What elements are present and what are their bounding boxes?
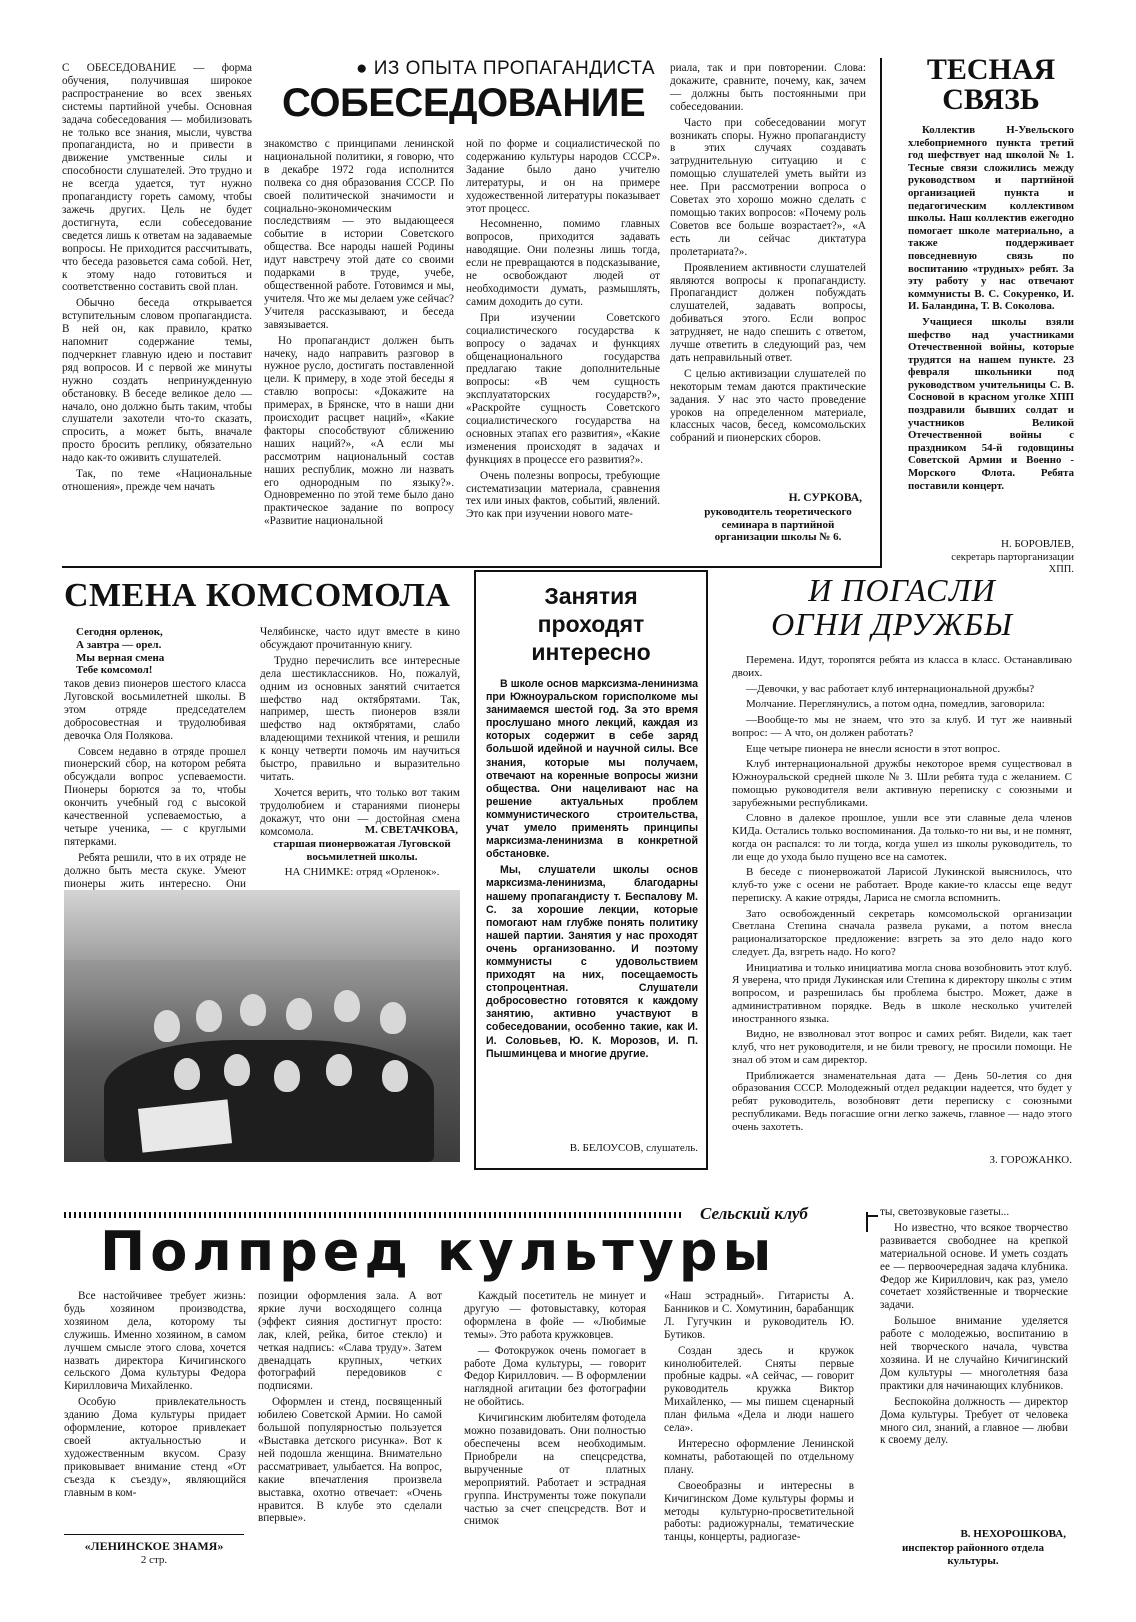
photo-face-5 <box>334 990 360 1022</box>
article3-signature: М. СВЕТАЧКОВА, <box>364 824 458 836</box>
article3-role: старшая пионервожатая Луговской восьмилетней школы. <box>273 838 451 863</box>
article-zanyatiya <box>474 570 708 1170</box>
article1-col3-p1: ной по форме и социалистической по содержанию культуры народов СССР». Задание было дано учителю литературы, и он на примере художественной литературы показывает этот процесс. <box>466 138 660 215</box>
article5-p1: Перемена. Идут, торопятся ребята из класса в класс. Останавливаю двоих. <box>732 654 1072 679</box>
article6-col2-p2: Оформлен и стенд, посвященный юбилею Советской Армии. Но самой большой популярностью пользуется «Выставка детского рисунка». Вот к ней подошла женщина. Внимательно рассматривает, улыбается. На вопрос, какие впечатления произвела выставка, охотно отвечает: «Очень нравится. В клубе это сделали впервые». <box>258 1396 442 1525</box>
article4-title-line1: Занятия <box>544 583 638 609</box>
article5-p5: Еще четыре пионера не внесли ясности в этот вопрос. <box>746 742 1001 755</box>
article-sobesedovanie <box>0 0 880 570</box>
article5-p11: Видно, не взволновал этот вопрос и самих ребят. Видели, как тает клуб, что нет руководителя, и не били тревогу, не просили помощи. Не знал об этом и сам директор. <box>732 1028 1072 1066</box>
photo-wall-light <box>64 890 460 960</box>
article6-col5 <box>880 1206 1068 1522</box>
photo-face-4 <box>286 998 312 1030</box>
article6-col2 <box>258 1290 442 1576</box>
article1-title: СОБЕСЕДОВАНИЕ <box>282 81 646 125</box>
article5-p3: Молчание. Переглянулись, а потом одна, помедлив, заговорила: <box>746 698 1045 711</box>
divider-article6-right <box>866 1212 868 1232</box>
article3-verse-line2: А завтра — орел. <box>76 638 162 651</box>
article5-body <box>732 654 1072 1150</box>
article6-col1-p2: Особую привлекательность зданию Дома культуры придает оформление, которое привлекает своей актуальностью и художественным вкусом. Сразу приковывает внимание стенд «От съезда к съезду», являющийся главным в ком- <box>64 1396 246 1499</box>
article6-col4-p3: Интересно оформление Ленинской комнаты, работающей по отдельному плану. <box>664 1437 854 1476</box>
article1-col1-p3: Так, по теме «Национальные отношения», прежде чем начать <box>62 468 252 493</box>
photo-face-7 <box>174 1058 200 1090</box>
article1-signature: Н. СУРКОВА, <box>788 492 862 504</box>
article6-col4-p4: Своеобразны и интересны в Кичигинском Доме культуры формы и методы культурно-просветительной работы: радиожурналы, тематические танцы, концерты, радиогазе- <box>664 1479 854 1544</box>
footer-paper-name: «ЛЕНИНСКОЕ ЗНАМЯ» <box>84 1539 224 1553</box>
article4-title-line3: интересно <box>531 639 651 665</box>
photo-face-11 <box>382 1060 408 1092</box>
article5-p6: Клуб интернациональной дружбы некоторое время существовал в Южноуральской средней школе № 3. Шли ребята туда с желанием. С помощью руководителя вели активную переписку с союзными и зарубежными республиками. <box>732 758 1072 809</box>
article6-col5-p4: Беспокойна должность — директор Дома культуры. Требует от человека много сил, знаний, а главное — любви к своему делу. <box>880 1395 1068 1447</box>
photo-face-2 <box>196 1000 222 1032</box>
article1-col3-p2: Несомненно, помимо главных вопросов, приходится задавать наводящие. Они полезны лишь тогда, если не превращаются в подсказывание, не освобождают людей от необходимости думать, размышлять, самим доходить до сути. <box>466 218 660 308</box>
article4-p2: Мы, слушатели школы основ марксизма-ленинизма, благодарны нашему пропагандисту т. Беспалову М. С. за хорошие лекции, которые помогают нам глубже понять политику нашей партии. Занятия у нас проходят очень организованно. И поэтому коммунисты с удовольствием приходят на них, посещаемость стопроцентная. Слушатели добросовестно готовятся к каждому занятию, активно участвуют в собеседовании, особенно такие, как И. И. Соловьев, Ю. К. Морозов, И. П. Пышминцева и многие другие. <box>486 864 698 1060</box>
article3-col1-p2: Совсем недавно в отряде прошел пионерский сбор, на котором ребята обсуждали вопрос успеваемости. Пионеры борются за то, чтобы окончить учебный год с высокой качественной успеваемостью, а четыре ученика, — с круглыми пятерками. <box>64 745 246 848</box>
article6-col1-p1: Все настойчивее требует жизнь: будь хозяином производства, хозяином дела, которому ты служишь. Именно хозяином, в самом лучшем смысле этого слова, хочется назвать директора Кичигинского сельского Дома культуры Федора Кирилловича Михайленко. <box>64 1290 246 1393</box>
article2-signature: Н. БОРОВЛЕВ, <box>1000 538 1074 550</box>
article4-title-line2: проходят <box>537 611 645 637</box>
photo-face-9 <box>274 1060 300 1092</box>
article1-col4-p4: С целью активизации слушателей по некоторым темам даются практические задания. У нас это часто проведение уроков на определенном материале, классных часов, бесед, комсомольских собраний и пионерских сборов. <box>670 367 866 445</box>
photo-face-8 <box>224 1054 250 1086</box>
article4-body <box>486 678 698 1124</box>
article-pogasli-ogni <box>712 570 1092 1190</box>
article1-col4 <box>670 62 866 490</box>
article5-title-line1: И ПОГАСЛИ <box>808 572 996 608</box>
article3-col1-p1: таков девиз пионеров шестого класса Луговской восьмилетней школы. В этом отряде председателем добросовестная и трудолюбивая девочка Оля Полякова. <box>64 678 246 742</box>
article1-col1-p2: Обычно беседа открывается вступительным словом пропагандиста. В ней он, как правило, кратко напомнит содержание темы, подчеркнет главную идею и поставит ряд вопросов. И с первой же минуты нужно создать непринужденную обстановку. В беседе великое дело — начало, оно должно быть таким, чтобы слушатели захотели что-то сказать, спросить, а может быть, вначале просто бросить реплику, обязательно надо как-то оживить слушателей. <box>62 297 252 465</box>
article3-verse <box>76 626 256 677</box>
article1-role: руководитель теоретического семинара в партийной организации школы № 6. <box>704 506 852 543</box>
article3-col1 <box>64 678 246 890</box>
article1-col1 <box>62 62 252 562</box>
article3-photo <box>64 890 460 1162</box>
article6-col5-p3: Большое внимание уделяется работе с молодежью, воспитанию в ней творческого начала, чувства хозяина. И не случайно Кичигинский Дом культуры — многолетняя база практики для начинающих клубников. <box>880 1315 1068 1392</box>
article3-verse-line3: Мы верная смена <box>76 651 165 664</box>
article1-col3 <box>466 138 660 563</box>
article5-p2: —Девочки, у вас работает клуб интернациональной дружбы? <box>746 682 1035 695</box>
article4-p1: В школе основ марксизма-ленинизма при Южноуральском горисполкоме мы занимаемся шестой год. За это время прослушано много лекций, каждая из которых содержит в себе заряд большой идейной и научной силы. Все знания, которые мы получаем, отвечают на коренные вопросы жизни общества. Они нацеливают нас на решение актуальных проблем коммунистического строительства, учат умело применять принципы марксизма-ленинизма в конкретной обстановке. <box>486 678 698 861</box>
article-smena-komsomola <box>0 570 480 1190</box>
article6-col4-p1: «Наш эстрадный». Гитаристы А. Банников и С. Хомутинин, барабанщик Л. Гугучкин и руководитель Ю. Бутиков. <box>664 1290 854 1341</box>
photo-face-3 <box>240 994 266 1026</box>
article1-col3-p4: Очень полезны вопросы, требующие систематизации материала, сравнения тех или иных фактов, событий, явлений. Это как при изучении нового мате- <box>466 469 660 521</box>
article3-col2-p3: Хочется верить, что только вот таким трудолюбием и стараниями пионеры докажут, что они — достойная смена комсомола. <box>260 786 460 838</box>
article3-caption: НА СНИМКЕ: отряд «Орленок». <box>284 866 440 878</box>
article2-p1: Коллектив Н-Увельского хлебоприемного пункта третий год шефствует над школой № 1. Тесные связи сложились между руководством и партийной организацией пункта и педагогическим коллективом школы. Наш коллектив ежегодно помогает школе материально, а также поддерживает повседневную связь по воспитанию «трудных» ребят. За эту работу у нас отвечают коммунисты В. С. Сокуренко, И. И. Баландина, Т. В. Соколова. <box>908 124 1074 313</box>
article6-col5-p2: Но известно, что всякое творчество развивается свободнее на крепкой материальной основе. И уметь создать ее — первоочередная задача клубника. Федор же Кириллович, как раз, умело сочетает хозяйственные и творческие задачи. <box>880 1221 1068 1312</box>
article3-col2-p2: Трудно перечислить все интересные дела шестиклассников. Но, пожалуй, одним из основных занятий считается шефство над октябрятами. Так, например, шесть пионеров взяли шефство над октябрятами, слабо владеющими техникой чтения, и решили к концу четверти помочь им научиться быстро, правильно и выразительно читать. <box>260 654 460 783</box>
article2-p2: Учащиеся школы взяли шефство над участниками Отечественной войны, которые трудятся на нашем пункте. 23 февраля школьники под руководством учительницы С. В. Сосновой в красном уголке ХПП поздравили бывших солдат и участников Великой Отечественной войны с праздником 54-й годовщины Советской Армии и Военно - Морского Флота. Ребята поставили концерт. <box>908 315 1074 492</box>
article6-kicker: Сельский клуб <box>700 1204 808 1223</box>
article6-signature: В. НЕХОРОШКОВА, <box>960 1528 1066 1540</box>
article3-col1-p3: Ребята решили, что в их отряде не должно быть места скуке. Умеют пионеры жить интересно. Они <box>64 851 246 890</box>
article6-col1 <box>64 1290 246 1526</box>
article6-col3 <box>464 1290 646 1576</box>
article2-role: секретарь парторганизации ХПП. <box>951 552 1074 575</box>
section-dotted-rule <box>64 1212 684 1218</box>
article6-col3-p2: — Фотокружок очень помогает в работе Дома культуры, — говорит Федор Кириллович. — В оформлении наглядной агитации без фотографии не обойтись. <box>464 1344 646 1409</box>
article1-col4-p1: риала, так и при повторении. Слова: докажите, сравните, почему, как, зачем — должны быть постоянными при собеседовании. <box>670 62 866 113</box>
footer-page-number: 2 стр. <box>140 1554 168 1566</box>
article2-title-line2: СВЯЗЬ <box>942 83 1040 116</box>
article2-body <box>908 124 1074 534</box>
article-tesnaya-svyaz <box>886 50 1086 575</box>
article5-p9: Зато освобожденный секретарь комсомольской организации Светлана Степина сначала развела руками, а потом внесла рационализаторское предложение: взгреть за это дело надо кого следует. Да, взгреть надо. Но кого? <box>732 907 1072 958</box>
article1-col2-p1: знакомство с принципами ленинской национальной политики, я говорю, что в декабре 1972 года исполнится полвека со дня образования СССР. По своей политической значимости и социально-экономическим последствиям — это выдающееся событие в истории Советского общества. Все народы нашей Родины идут навстречу этой дате со своими подарками в труде, учебе, общественной работе. Готовимся и мы, учителя. Что же мы делаем уже сейчас? Учителя рассказывают, и беседа завязывается. <box>264 138 454 331</box>
article6-role: инспектор районного отдела культуры. <box>901 1542 1045 1567</box>
photo-face-10 <box>326 1054 352 1086</box>
article6-col5-p1: ты, светозвуковые газеты... <box>880 1206 1010 1218</box>
article5-signature: З. ГОРОЖАНКО. <box>989 1154 1072 1166</box>
article1-col4-p3: Проявлением активности слушателей являются вопросы к пропагандисту. Пропагандист должен побуждать слушателей, задавать вопросы, добиваться этого. Если вопрос затрудняет, не надо спешить с ответом, лучше ответить в следующий раз, чем дать неправильный ответ. <box>670 261 866 364</box>
article1-col4-p2: Часто при собеседовании могут возникать споры. Нужно пропагандисту в этих случаях создавать затруднительную ситуацию и с помощью слушателей уметь выйти из нее. При рассмотрении вопроса о Советах это хорошо можно сделать с помощью таких вопросов: «Почему роль Советов все больше возрастает?», «А есть ли сейчас диктатура пролетариата?». <box>670 116 866 258</box>
divider-article6-top <box>868 1215 878 1217</box>
article1-col2-p2: Но пропагандист должен быть начеку, надо направить разговор в нужное русло, достигать поставленной цели. К примеру, в ходе этой беседы я ставлю вопросы: «Докажите на примерах, в Брянске, что в наши дни происходит расцвет наций», «Какие факторы способствуют сближению наших наций?», «А если мы рассмотрим национальный состав наших республик, можно ли назвать его однородным по языку?». Одновременно по этой теме было дано практическое задание по вопросу «Развитие национальной <box>264 334 454 528</box>
article6-col4 <box>664 1290 854 1576</box>
article3-col2-p1: Челябинске, часто идут вместе в кино обсуждают прочитанную книгу. <box>260 626 460 651</box>
article2-title-line1: ТЕСНАЯ <box>926 53 1056 86</box>
article6-col4-p2: Создан здесь и кружок кинолюбителей. Сняты первые пробные кадры. «А сейчас, — говорит руководитель кружка Виктор Михайленко, — мы пишем сценарный план фильма «Дела и люди нашего села». <box>664 1344 854 1435</box>
footer-paper-box <box>64 1534 244 1566</box>
footer-rule-top <box>64 1534 244 1535</box>
article1-col2 <box>264 138 454 563</box>
article6-title: Полпред культуры <box>100 1220 777 1283</box>
article5-p10: Инициатива и только инициатива могла снова возобновить этот клуб. Я уверена, что придя Лукинская или Степина к директору школы с этим вопросом, и разрешилась бы проблема быстро. Может, даже в административном порядке. Ведь в школе несколько учителей иностранного языка. <box>732 961 1072 1025</box>
article5-title-line2: ОГНИ ДРУЖБЫ <box>771 606 1013 642</box>
photo-face-1 <box>154 1010 180 1042</box>
photo-face-6 <box>380 1002 406 1034</box>
article3-verse-line4: Тебе комсомол! <box>76 664 153 677</box>
article5-p12: Приближается знаменательная дата — День 50-летия со дня образования СССР. Молодежный отдел редакции надеется, что будет у ребят руководитель, возобновят дети переписку с союзными республиками. Ведь погасшие огни легко зажечь, главное — надо этого очень захотеть. <box>732 1069 1072 1133</box>
article3-title: СМЕНА КОМСОМОЛА <box>64 577 451 614</box>
article1-col3-p3: При изучении Советского социалистического государства к вопросу о задачах и функциях общенационального государства предлагаю такие дополнительные вопросы: «В чем сущность эксплуататорских государств?», «Раскройте сущность Советского социалистического государства на основных этапах его развития», «Какие изменения происходят в задачах и функциях в процессе его развития?». <box>466 311 660 466</box>
article4-signature: В. БЕЛОУСОВ, слушатель. <box>569 1142 698 1154</box>
photo-paper-sheet <box>138 1099 232 1152</box>
article3-verse-line1: Сегодня орленок, <box>76 626 163 638</box>
article1-col1-p1: С ОБЕСЕДОВАНИЕ — форма обучения, получившая широкое распространение во всех звеньях системы партийной учебы. Основная задача собеседования — мобилизовать не только все знания, мысли, чувства пропагандиста, но и привести в движение умственные силы и способности слушателей. Это трудно и не всегда удается, тут нужно пропагандисту гореть самому, чтобы зажечь других. Цель не будет достигнута, если собеседование сведется лишь к ответам на задаваемые вопросы. Не приходится рассчитывать, что беседа разовьется сама собой. Нет, к этому надо готовиться и соответственно составить свой план. <box>62 62 252 294</box>
article6-col3-p3: Кичигинским любителям фотодела можно позавидовать. Они полностью обеспечены всем необходимым. Приобрели на спецсредства, вырученные от платных мероприятий. Работает и эстрадная группа. Инструменты тоже покупали частью за счет спецсредств. Вот и снимок <box>464 1412 646 1528</box>
article6-col2-p1: позиции оформления зала. А вот яркие лучи восходящего солнца (эффект сияния достигнут просто: лак, клей, рейка, битое стекло) и четкая надпись: «Слава труду». Затем двенадцать крупных, четких фотографий передовиков с подписями. <box>258 1290 442 1393</box>
divider-article1-right <box>880 58 882 568</box>
article5-p7: Словно в далекое прошлое, ушли все эти славные дела членов КИДа. Остались только воспоминания. Да только-то ни вы, и не помнят, когда он распался: то ли тогда, когда ушел из школы руководитель, то ли еще до ухода было пущено все на самотек. <box>732 812 1072 863</box>
article5-p8: В беседе с пионервожатой Ларисой Лукинской выяснилось, что клуб-то уже с осени не работает. Вроде какие-то классы еще ведут переписку. А какие отряды, Лариса не смогла вспомнить. <box>732 866 1072 904</box>
article6-col3-p1: Каждый посетитель не минует и другую — фотовыставку, которая оформлена в фойе — «Любимые темы». Это работа кружковцев. <box>464 1290 646 1341</box>
divider-article1-bottom <box>62 566 882 568</box>
article1-kicker: ● ИЗ ОПЫТА ПРОПАГАНДИСТА <box>356 58 656 79</box>
article5-p4: —Вообще-то мы не знаем, что это за клуб. И тут же наивный вопрос: — А что, он должен работать? <box>732 714 1072 739</box>
